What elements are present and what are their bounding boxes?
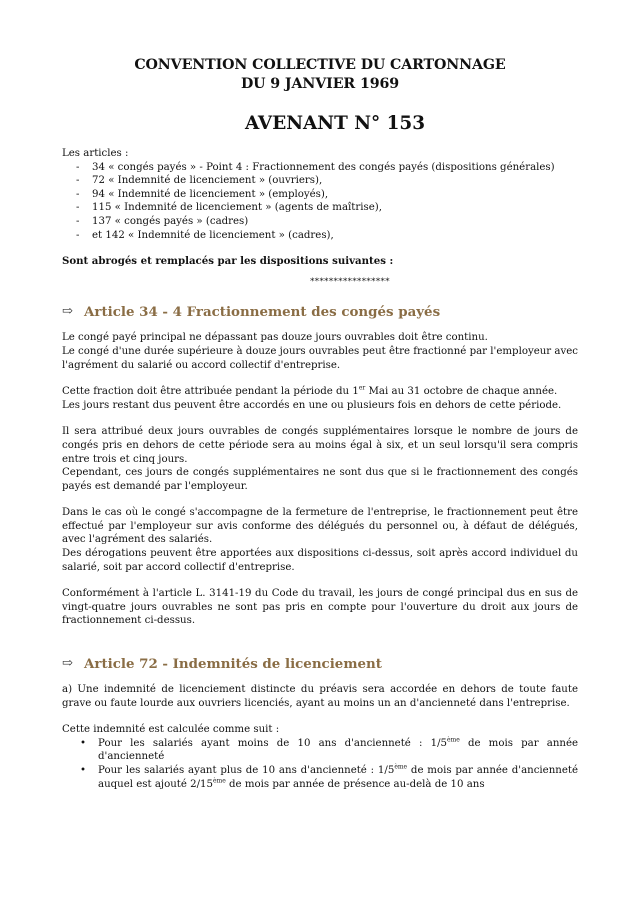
- list-item: [80, 737, 578, 764]
- arrow-right-icon: ⇨: [62, 656, 73, 672]
- document-title-line1: CONVENTION COLLECTIVE DU CARTONNAGE: [134, 57, 506, 73]
- article34-heading: [62, 303, 578, 321]
- paragraph-text: Mai au 31 octobre de chaque année.: [365, 386, 558, 398]
- paragraph: Des dérogations peuvent être apportées aux dispositions ci-dessus, soit après accord individuel du salarié, soit par accord collectif d'entreprise.: [62, 548, 578, 573]
- paragraph: Les jours restant dus peuvent être accordés en une ou plusieurs fois en dehors de cette période.: [62, 399, 562, 411]
- paragraph: Il sera attribué deux jours ouvrables de congés supplémentaires lorsque le nombre de jours de congés pris en dehors de cette période sera au moins égal à six, et un seul lorsqu'il sera compris entre trois et cinq jours.: [62, 426, 578, 465]
- separator: *****************: [310, 276, 390, 287]
- avenant-title: AVENANT N° 153: [245, 113, 425, 134]
- list-item: - 34 « congés payés » - Point 4 : Fractionnement des congés payés (dispositions générales): [76, 161, 578, 175]
- superscript: ème: [447, 736, 460, 744]
- document-page: [62, 56, 578, 791]
- list-item-text: de mois par année de présence au-delà de 10 ans: [225, 778, 485, 790]
- paragraph: Cependant, ces jours de congés supplémentaires ne sont dus que si le fractionnement des congés payés est demandé par l'employeur.: [62, 467, 578, 492]
- list-item: - 115 « Indemnité de licenciement » (agents de maîtrise),: [76, 201, 578, 215]
- list-item-text: de mois par année d'ancienneté: [98, 737, 578, 763]
- superscript: ème: [394, 763, 408, 771]
- paragraph: Dans le cas où le congé s'accompagne de la fermeture de l'entreprise, le fractionnement peut être effectué par l'employeur sur avis conforme des délégués du personnel ou, à défaut de délégués, avec l'agrément des salariés.: [62, 507, 578, 546]
- list-item: - 94 « Indemnité de licenciement » (employés),: [76, 188, 578, 202]
- paragraph: [62, 385, 578, 399]
- list-item-text: Pour les salariés ayant moins de 10 ans d'ancienneté : 1/5: [98, 737, 447, 749]
- paragraph: Le congé payé principal ne dépassant pas douze jours ouvrables doit être continu.: [62, 332, 488, 344]
- list-item: - 137 « congés payés » (cadres): [76, 215, 578, 229]
- paragraph: Conformément à l'article L. 3141-19 du Code du travail, les jours de congé principal dus en sus de vingt-quatre jours ouvrables ne sont pas pris en compte pour l'ouverture du droit aux jours de fractionnement ci-dessus.: [62, 588, 578, 627]
- calculation-list: [62, 737, 578, 791]
- paragraph: Cette indemnité est calculée comme suit :: [62, 724, 280, 736]
- list-item-text: Pour les salariés ayant plus de 10 ans d'ancienneté : 1/5: [98, 765, 395, 776]
- article34-heading-text: Article 34 - 4 Fractionnement des congés payés: [84, 304, 441, 321]
- intro-label: Les articles :: [62, 148, 129, 159]
- superscript: er: [358, 384, 366, 392]
- paragraph: Le congé d'une durée supérieure à douze jours ouvrables peut être fractionné par l'employeur avec l'agrément du salarié ou accord collectif d'entreprise.: [62, 345, 578, 371]
- arrow-right-icon: ⇨: [62, 304, 73, 320]
- article72-heading-text: Article 72 - Indemnités de licenciement: [84, 656, 382, 673]
- list-item: - 72 « Indemnité de licenciement » (ouvriers),: [76, 174, 578, 188]
- paragraph: a) Une indemnité de licenciement distincte du préavis sera accordée en dehors de toute faute grave ou faute lourde aux ouvriers licenciés, ayant au moins un an d'ancienneté dans l'entreprise.: [62, 684, 578, 709]
- document-title-line2: DU 9 JANVIER 1969: [240, 76, 400, 92]
- list-item: - et 142 « Indemnité de licenciement » (cadres),: [76, 229, 578, 243]
- abrogation-statement: Sont abrogés et remplacés par les dispositions suivantes :: [62, 255, 394, 268]
- article72-heading: [62, 655, 578, 673]
- list-item-text: de mois par année d'ancienneté auquel est ajouté 2/15: [98, 765, 578, 790]
- superscript: ème: [213, 777, 226, 785]
- list-item: [80, 764, 578, 791]
- paragraph-text: Cette fraction doit être attribuée pendant la période du 1: [62, 386, 359, 398]
- article-list: [62, 161, 578, 243]
